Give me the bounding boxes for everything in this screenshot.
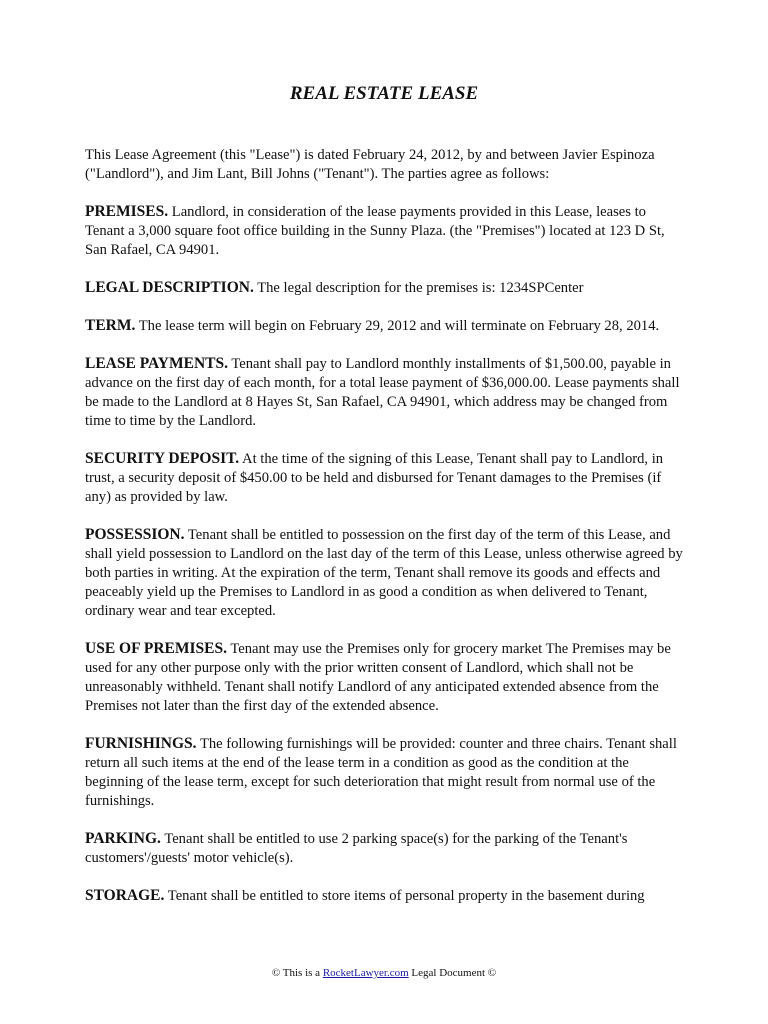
section-text: Tenant shall be entitled to use 2 parking space(s) for the parking of the Tenant's customers'/guests' motor vehicle(s).: [85, 831, 628, 866]
section-possession: [85, 525, 683, 621]
section-use-of-premises: [85, 639, 683, 716]
rocketlawyer-link[interactable]: RocketLawyer.com: [322, 967, 409, 979]
section-heading: LEGAL DESCRIPTION.: [85, 279, 254, 296]
section-storage: [85, 886, 683, 906]
section-legal-description: [85, 278, 683, 298]
section-text: The lease term will begin on February 29, 2012 and will terminate on February 28, 2014.: [138, 318, 660, 334]
section-heading: TERM.: [85, 317, 136, 334]
section-heading: USE OF PREMISES.: [85, 640, 227, 657]
footer-suffix: Legal Document ©: [408, 967, 497, 979]
section-premises: [85, 202, 683, 260]
section-text: Tenant shall be entitled to possession on the first day of the term of this Lease, and shall yield possession to Landlord on the last day of the term of this Lease, unless otherwise agreed by both parties in writing. At the expiration of the term, Tenant shall remove its goods and effects and peaceably yield up the Premises to Landlord in as good a condition as when delivered to Tenant, ordinary wear and tear excepted.: [85, 527, 683, 619]
section-parking: [85, 829, 683, 868]
section-text: Tenant shall pay to Landlord monthly installments of $1,500.00, payable in advance on the first day of each month, for a total lease payment of $36,000.00. Lease payments shall be made to the Landlord at 8 Hayes St, San Rafael, CA 94901, which address may be changed from time to time by the Landlord.: [85, 356, 680, 429]
section-heading: PREMISES.: [85, 203, 169, 220]
intro-paragraph: This Lease Agreement (this "Lease") is dated February 24, 2012, by and between Javier Espinoza ("Landlord"), and Jim Lant, Bill Johns ("Tenant"). The parties agree as follows:: [85, 147, 655, 182]
section-text: Tenant may use the Premises only for grocery market The Premises may be used for any other purpose only with the prior written consent of Landlord, which shall not be unreasonably withheld. Tenant shall notify Landlord of any anticipated extended absence from the Premises not later than the first day of the extended absence.: [85, 641, 671, 714]
section-furnishings: [85, 734, 683, 811]
section-text: Landlord, in consideration of the lease payments provided in this Lease, leases to Tenant a 3,000 square foot office building in the Sunny Plaza. (the "Premises") located at 123 D St, San Rafael, CA 94901.: [85, 204, 665, 258]
section-heading: POSSESSION.: [85, 526, 185, 543]
document-title: REAL ESTATE LEASE: [289, 83, 479, 104]
section-security-deposit: [85, 449, 683, 507]
section-text: At the time of the signing of this Lease, Tenant shall pay to Landlord, in trust, a security deposit of $450.00 to be held and disbursed for Tenant damages to the Premises (if any) as provided by law.: [85, 451, 664, 505]
section-heading: LEASE PAYMENTS.: [85, 355, 228, 372]
section-text: The legal description for the premises is: 1234SPCenter: [257, 280, 584, 296]
footer-prefix: © This is a: [271, 967, 323, 979]
page-footer: [0, 966, 768, 980]
section-lease-payments: [85, 354, 683, 431]
section-heading: STORAGE.: [85, 887, 165, 904]
section-term: [85, 316, 683, 336]
section-text: The following furnishings will be provided: counter and three chairs. Tenant shall return all such items at the end of the lease term in a condition as good as the condition at the beginning of the lease term, except for such deterioration that might result from normal use of the furnishings.: [85, 736, 677, 809]
section-heading: SECURITY DEPOSIT.: [85, 450, 240, 467]
section-heading: FURNISHINGS.: [85, 735, 197, 752]
section-heading: PARKING.: [85, 830, 161, 847]
section-text: Tenant shall be entitled to store items of personal property in the basement during: [167, 888, 645, 904]
document-body: [85, 146, 683, 924]
